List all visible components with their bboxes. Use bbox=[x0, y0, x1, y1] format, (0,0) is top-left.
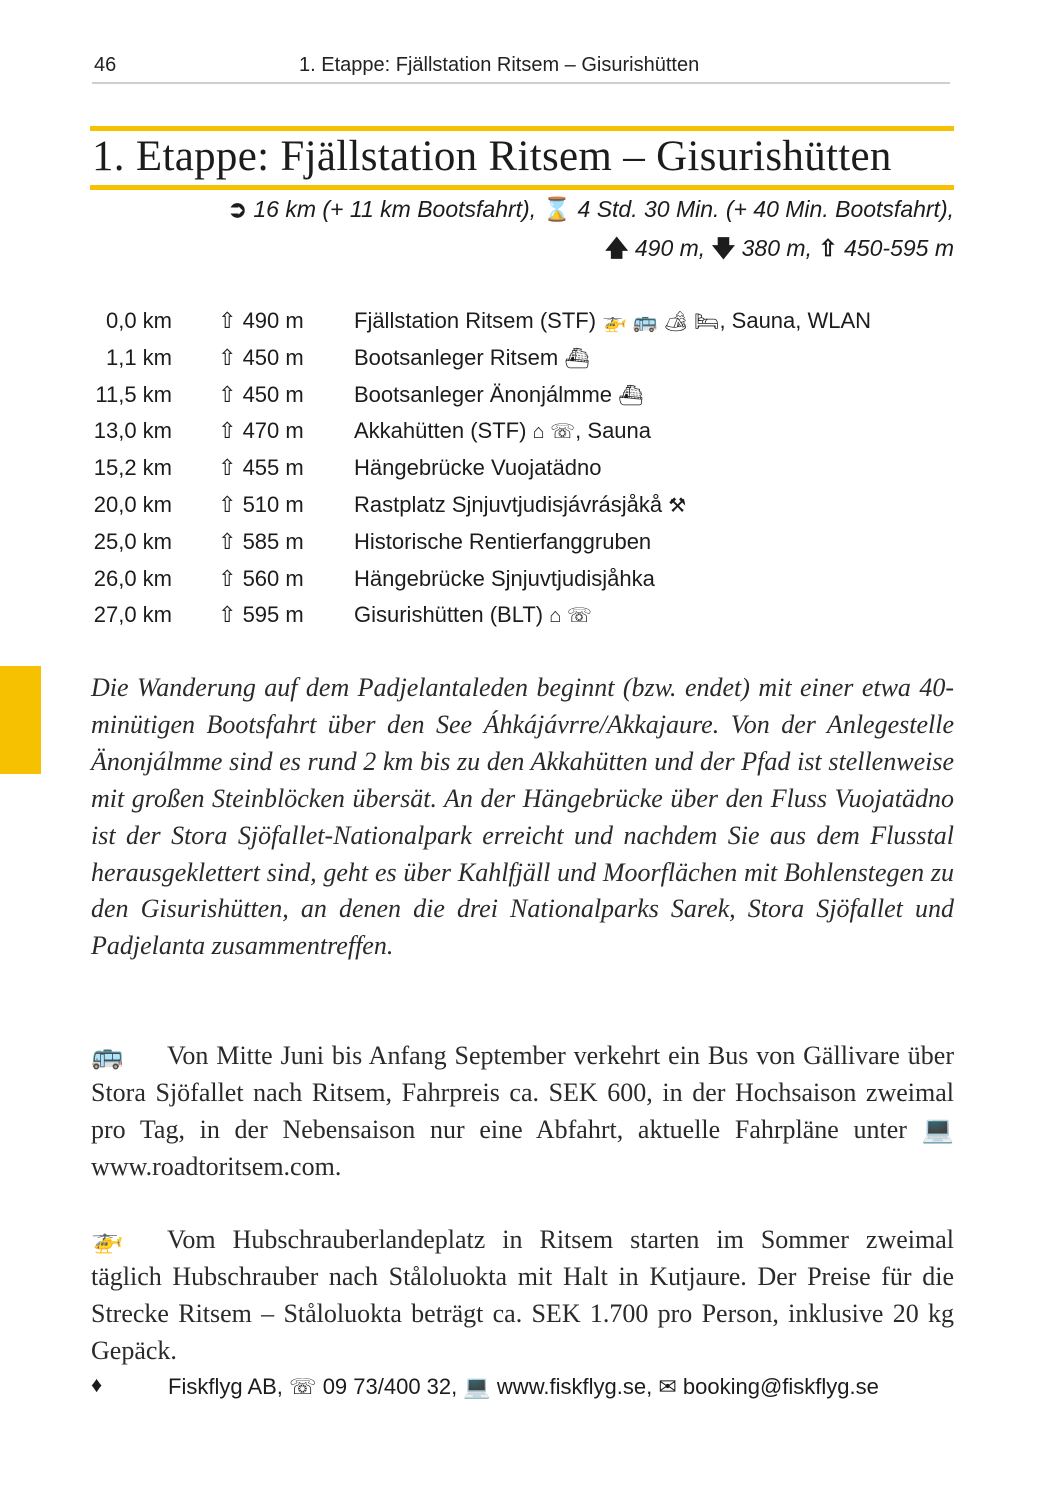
picnic-table-icon: ⚒ bbox=[668, 494, 687, 517]
chapter-title: 1. Etappe: Fjällstation Ritsem – Gisurishütten bbox=[92, 133, 892, 180]
stage-km: 0,0 km bbox=[105, 308, 172, 333]
altitude-icon: ⇧ bbox=[818, 235, 838, 261]
summary-line-2 bbox=[54, 232, 954, 271]
stage-km: 20,0 km bbox=[93, 491, 172, 517]
bus-paragraph bbox=[91, 1038, 954, 1186]
hut-phone-icons: ⌂ ☏ bbox=[549, 605, 592, 628]
page-number: 46 bbox=[94, 54, 117, 76]
stage-km: 26,0 km bbox=[93, 565, 172, 591]
stage-row bbox=[92, 304, 952, 341]
ascent-arrow-icon: 🡅 bbox=[604, 235, 629, 261]
contact-company: Fiskflyg AB, bbox=[168, 1374, 283, 1399]
computer-icon: 💻 bbox=[463, 1374, 491, 1399]
bus-url[interactable]: www.roadtoritsem.com. bbox=[91, 1151, 342, 1181]
hut-phone-icons: ⌂ ☏ bbox=[532, 421, 576, 444]
summary-time: 4 Std. 30 Min. (+ 40 Min. Bootsfahrt), bbox=[577, 196, 954, 222]
hourglass-icon: ⌛ bbox=[542, 196, 572, 222]
facility-icons: 🚁 🚌 🏕 🛏 bbox=[602, 311, 720, 333]
stage-place: Akkahütten (STF) ⌂ ☏, Sauna bbox=[354, 418, 652, 444]
intro-paragraph: Die Wanderung auf dem Padjelantaleden beginnt (bzw. endet) mit einer etwa 40-minütigen Bootsfahrt über den See Áhkájávrre/Akkajaure. Von der Anlegestelle Änonjálmme sind es rund 2 km bis zu den Akkahütten und der Pfad ist stellenweise mit großen Steinblöcken übersät. An der Hängebrücke über den Fluss Vuojatädno ist der Stora Sjöfallet-Nationalpark erreicht und nachdem Sie aus dem Flusstal herausgeklettert sind, geht es über Kahlfjäll und Moorflächen mit Bohlenstegen zu den Gisurishütten, an denen die drei Nationalparks Sarek, Stora Sjöfallet und Padjelanta zusammentreffen. bbox=[91, 673, 954, 961]
stage-row bbox=[92, 562, 952, 599]
bus-text: Von Mitte Juni bis Anfang September verkehrt ein Bus von Gällivare über Stora Sjöfallet nach Ritsem, Fahrpreis ca. SEK 600, in der Hochsaison zweimal pro Tag, in der Nebensaison nur eine Abfahrt, aktuelle Fahrpläne unter bbox=[91, 1041, 954, 1144]
stage-km: 27,0 km bbox=[93, 602, 172, 628]
distance-icon: ➲ bbox=[227, 196, 247, 222]
summary-descent: 380 m, bbox=[741, 235, 812, 261]
stage-row bbox=[92, 414, 952, 451]
stage-place: Hängebrücke Vuojatädno bbox=[354, 455, 602, 481]
stage-row bbox=[92, 525, 952, 562]
chapter-title-box bbox=[90, 126, 954, 190]
stage-altitude: ⇧ 450 m bbox=[218, 381, 304, 407]
helicopter-text: Vom Hubschrauberlandeplatz in Ritsem starten im Sommer zweimal täglich Hubschrauber nach Ståloluokta mit Halt in Kutjaure. Der Preise für die Strecke Ritsem – Ståloluokta beträgt ca. SEK 1.700 pro Person, inklusive 20 kg Gepäck. bbox=[91, 1225, 954, 1365]
stage-row bbox=[92, 598, 952, 635]
altitude-icon: ⇧ bbox=[218, 308, 237, 333]
stage-place: Bootsanleger Änonjálmme ⛴ bbox=[354, 381, 644, 407]
stage-row bbox=[92, 341, 952, 378]
ferry-icon: ⛴ bbox=[564, 347, 590, 370]
stage-altitude: ⇧ 595 m bbox=[218, 602, 304, 628]
summary-ascent: 490 m, bbox=[634, 235, 706, 261]
summary-distance: 16 km (+ 11 km Bootsfahrt), bbox=[253, 196, 537, 222]
stage-altitude: ⇧ 490 m bbox=[218, 308, 304, 333]
diamond-bullet-icon: ♦ bbox=[91, 1372, 103, 1397]
altitude-icon: ⇧ bbox=[218, 381, 237, 407]
stage-altitude: ⇧ 450 m bbox=[218, 344, 304, 370]
stage-altitude: ⇧ 510 m bbox=[218, 491, 304, 517]
helicopter-paragraph bbox=[91, 1222, 954, 1370]
altitude-icon: ⇧ bbox=[218, 344, 237, 370]
altitude-icon: ⇧ bbox=[218, 455, 237, 481]
stage-place: Hängebrücke Sjnjuvtjudisjåhka bbox=[354, 565, 655, 591]
summary-line-1 bbox=[54, 196, 954, 223]
altitude-icon: ⇧ bbox=[218, 602, 237, 628]
stage-row bbox=[92, 488, 952, 525]
altitude-icon: ⇧ bbox=[218, 528, 237, 554]
stage-place: Fjällstation Ritsem (STF) 🚁 🚌 🏕 🛏, Sauna, WLAN bbox=[354, 308, 872, 333]
stage-km: 11,5 km bbox=[95, 381, 172, 407]
stage-altitude: ⇧ 470 m bbox=[218, 418, 304, 444]
stage-place: Gisurishütten (BLT) ⌂ ☏ bbox=[354, 602, 592, 628]
altitude-icon: ⇧ bbox=[218, 418, 237, 444]
thumb-index-tab bbox=[0, 666, 41, 774]
running-header bbox=[92, 52, 950, 84]
stage-place: Historische Rentierfanggruben bbox=[354, 528, 652, 554]
stage-km: 15,2 km bbox=[93, 455, 172, 481]
phone-icon: ☏ bbox=[289, 1374, 317, 1399]
stage-altitude: ⇧ 455 m bbox=[218, 455, 304, 481]
contact-website[interactable]: www.fiskflyg.se, bbox=[496, 1374, 653, 1399]
stage-row bbox=[92, 378, 952, 415]
stage-place: Bootsanleger Ritsem ⛴ bbox=[354, 344, 590, 370]
ferry-icon: ⛴ bbox=[618, 384, 644, 407]
helicopter-icon: 🚁 bbox=[91, 1225, 124, 1254]
computer-icon: 💻 bbox=[921, 1114, 954, 1144]
mail-icon: ✉ bbox=[658, 1374, 677, 1399]
stage-km: 25,0 km bbox=[93, 528, 172, 554]
stage-altitude: ⇧ 585 m bbox=[218, 528, 304, 554]
altitude-icon: ⇧ bbox=[218, 565, 237, 591]
stage-row bbox=[92, 451, 952, 488]
stage-place: Rastplatz Sjnjuvtjudisjávrásjåkå ⚒ bbox=[354, 491, 687, 517]
altitude-icon: ⇧ bbox=[218, 491, 237, 517]
summary-altitude-range: 450-595 m bbox=[844, 235, 954, 261]
contact-email[interactable]: booking@fiskflyg.se bbox=[682, 1374, 879, 1399]
contact-phone: 09 73/400 32, bbox=[322, 1374, 458, 1399]
stage-km: 13,0 km bbox=[93, 418, 172, 444]
bus-icon: 🚌 bbox=[91, 1041, 124, 1070]
stage-km: 1,1 km bbox=[105, 344, 172, 370]
stage-table bbox=[92, 304, 952, 635]
running-title: 1. Etappe: Fjällstation Ritsem – Gisurishütten bbox=[299, 54, 700, 76]
stage-altitude: ⇧ 560 m bbox=[218, 565, 304, 591]
descent-arrow-icon: 🡇 bbox=[711, 235, 736, 261]
